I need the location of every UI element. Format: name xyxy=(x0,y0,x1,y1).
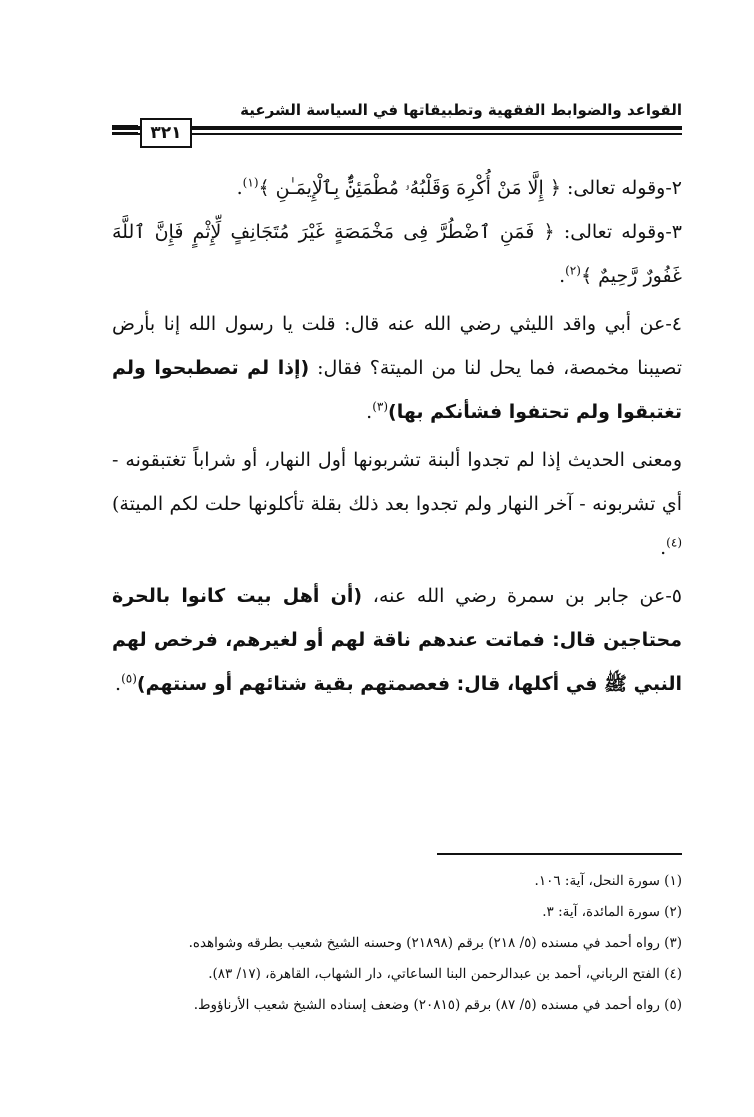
running-head-title: القواعد والضوابط الفقهية وتطبيقاتها في السياسة الشرعية xyxy=(240,101,682,119)
footnote-separator xyxy=(437,853,682,855)
paragraph-4: ٤-عن أبي واقد الليثي رضي الله عنه قال: قلت يا رسول الله إنا بأرض تصيبنا مخمصة، فما يحل لنا من الميتة؟ فقال: (إذا لم تصطبحوا ولم تغتبقوا ولم تحتفوا فشأنكم بها)$^{(٣)}$. xyxy=(112,313,682,423)
footnote-ref-1: (١) xyxy=(242,175,259,190)
paragraph-2: ٢-وقوله تعالى: ﴿ إِلَّا مَنْ أُكْرِهَ وَقَلْبُهُۥ مُطْمَئِنٌّۢ بِٱلْإِيمَـٰنِ ﴾$^{(١)}$. xyxy=(236,175,682,199)
footnote-ref-3: (٣) xyxy=(372,399,389,414)
page-number: ٣٢١ xyxy=(140,118,192,148)
footnote-item: (٣) رواه أحمد في مسنده (٥/ ٢١٨) برقم (٢١٨٩٨) وحسنه الشيخ شعيب بطرقه وشواهده. xyxy=(188,935,682,951)
paragraph-explanation: ومعنى الحديث إذا لم تجدوا ألبنة تشربونها أول النهار، أو شراباً تغتبقونه - أي تشربونه - آخر النهار ولم تجدوا بعد ذلك بقلة تأكلونها حلت لكم الميتة)$^{(٤)}$. xyxy=(112,449,682,559)
footnote-item: (٥) رواه أحمد في مسنده (٥/ ٨٧) برقم (٢٠٨١٥) وضعف إسناده الشيخ شعيب الأرناؤوط. xyxy=(193,997,682,1013)
footnote-ref-5: (٥) xyxy=(121,671,137,686)
hadith-intro-5: ٥-عن جابر بن سمرة رضي الله عنه، xyxy=(362,585,682,607)
quran-verse-2: ٢-وقوله تعالى: ﴿ إِلَّا مَنْ أُكْرِهَ وَقَلْبُهُۥ مُطْمَئِنٌّۢ بِٱلْإِيمَـٰنِ ﴾ xyxy=(258,177,682,199)
footnote-item: (٤) الفتح الرباني، أحمد بن عبدالرحمن البنا الساعاتي، دار الشهاب، القاهرة، (١٧/ ٨٣). xyxy=(208,966,682,982)
header-rule xyxy=(112,126,682,138)
explanation-text: ومعنى الحديث إذا لم تجدوا ألبنة تشربونها أول النهار، أو شراباً تغتبقونه - أي تشربونه - آخر النهار ولم تجدوا بعد ذلك بقلة تأكلونها حلت لكم الميتة) xyxy=(112,449,682,515)
paragraph-3: ٣-وقوله تعالى: ﴿ فَمَنِ ٱضْطُرَّ فِى مَخْمَصَةٍ غَيْرَ مُتَجَانِفٍ لِّإِثْمٍ فَإِنَّ ٱللَّهَ غَفُورٌ رَّحِيمٌ ﴾$^{(٢)}$. xyxy=(112,221,682,287)
hadith-text-4: (إذا لم تصطبحوا ولم تغتبقوا ولم تحتفوا فشأنكم بها) xyxy=(112,357,682,423)
header-rule-left-segment xyxy=(112,125,138,135)
footnotes xyxy=(100,866,682,1021)
footnote-ref-4: (٤) xyxy=(666,535,682,550)
hadith-text-5: (أن أهل بيت كانوا بالحرة محتاجين قال: فماتت عندهم ناقة لهم أو لغيرهم، فرخص لهم النبي ﷺ في أكلها، قال: فعصمتهم بقية شتائهم أو سنتهم) xyxy=(112,585,682,695)
main-text xyxy=(112,166,682,706)
footnote-item: (١) سورة النحل، آية: ١٠٦. xyxy=(534,873,682,889)
hadith-intro-4: ٤-عن أبي واقد الليثي رضي الله عنه قال: قلت يا رسول الله إنا بأرض تصيبنا مخمصة، فما يحل لنا من الميتة؟ فقال: xyxy=(112,313,682,379)
footnote-item: (٢) سورة المائدة، آية: ٣. xyxy=(542,904,682,920)
quran-verse-3: ٣-وقوله تعالى: ﴿ فَمَنِ ٱضْطُرَّ فِى مَخْمَصَةٍ غَيْرَ مُتَجَانِفٍ لِّإِثْمٍ فَإِنَّ ٱللَّهَ غَفُورٌ رَّحِيمٌ ﴾ xyxy=(112,221,682,287)
footnote-ref-2: (٢) xyxy=(565,263,581,278)
paragraph-5: ٥-عن جابر بن سمرة رضي الله عنه، (أن أهل بيت كانوا بالحرة محتاجين قال: فماتت عندهم ناقة لهم أو لغيرهم، فرخص لهم النبي ﷺ في أكلها، قال: فعصمتهم بقية شتائهم أو سنتهم)$^{(٥)}$. xyxy=(112,585,682,695)
